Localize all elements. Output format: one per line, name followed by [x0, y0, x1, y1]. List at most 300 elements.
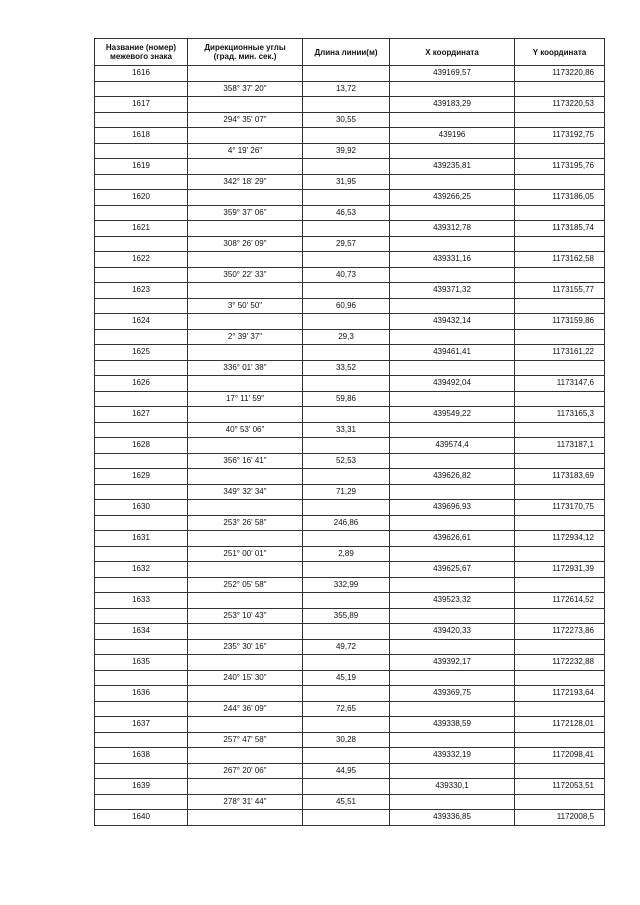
bearing-cell — [188, 283, 303, 299]
x-coordinate-cell — [390, 577, 515, 593]
y-coordinate-cell: 1173185,74 — [515, 221, 605, 237]
y-coordinate-cell: 1172232,88 — [515, 655, 605, 671]
bearing-cell: 349° 32' 34" — [188, 484, 303, 500]
line-length-cell — [303, 779, 390, 795]
marker-name-cell: 1629 — [95, 469, 188, 485]
table-row-segment — [95, 236, 605, 252]
y-coordinate-cell — [515, 112, 605, 128]
bearing-cell: 257° 47' 58" — [188, 732, 303, 748]
bearing-cell: 336° 01' 38" — [188, 360, 303, 376]
x-coordinate-cell: 439432,14 — [390, 314, 515, 330]
bearing-cell: 2° 39' 37" — [188, 329, 303, 345]
line-length-cell — [303, 655, 390, 671]
table-row-point — [95, 779, 605, 795]
marker-name-cell — [95, 484, 188, 500]
header-bearing-line1: Дирекционные углы — [204, 43, 286, 52]
y-coordinate-cell — [515, 236, 605, 252]
bearing-cell — [188, 748, 303, 764]
header-bearing-line2: (град. мин. сек.) — [213, 52, 277, 61]
table-row-segment — [95, 81, 605, 97]
marker-name-cell: 1633 — [95, 593, 188, 609]
table-row-point — [95, 748, 605, 764]
line-length-cell — [303, 252, 390, 268]
table-row-segment — [95, 515, 605, 531]
table-row-segment — [95, 701, 605, 717]
table-row-segment — [95, 267, 605, 283]
y-coordinate-cell — [515, 608, 605, 624]
table-row-point — [95, 717, 605, 733]
y-coordinate-cell — [515, 484, 605, 500]
bearing-cell: 294° 35' 07" — [188, 112, 303, 128]
x-coordinate-cell — [390, 763, 515, 779]
table-row-segment — [95, 639, 605, 655]
marker-name-cell: 1639 — [95, 779, 188, 795]
y-coordinate-cell: 1172934,12 — [515, 531, 605, 547]
x-coordinate-cell — [390, 112, 515, 128]
bearing-cell — [188, 686, 303, 702]
table-row-segment — [95, 608, 605, 624]
bearing-cell: 235° 30' 16" — [188, 639, 303, 655]
x-coordinate-cell — [390, 701, 515, 717]
x-coordinate-cell: 439492,04 — [390, 376, 515, 392]
marker-name-cell — [95, 732, 188, 748]
table-row-point — [95, 593, 605, 609]
bearing-cell: 244° 36' 09" — [188, 701, 303, 717]
x-coordinate-cell — [390, 670, 515, 686]
line-length-cell: 72,65 — [303, 701, 390, 717]
y-coordinate-cell — [515, 422, 605, 438]
marker-name-cell: 1618 — [95, 128, 188, 144]
line-length-cell: 60,96 — [303, 298, 390, 314]
x-coordinate-cell: 439331,16 — [390, 252, 515, 268]
line-length-cell: 33,31 — [303, 422, 390, 438]
marker-name-cell: 1631 — [95, 531, 188, 547]
marker-name-cell — [95, 391, 188, 407]
bearing-cell: 240° 15' 30" — [188, 670, 303, 686]
line-length-cell — [303, 500, 390, 516]
bearing-cell — [188, 438, 303, 454]
boundary-coordinates-table — [94, 38, 605, 826]
line-length-cell — [303, 407, 390, 423]
y-coordinate-cell: 1172273,86 — [515, 624, 605, 640]
x-coordinate-cell — [390, 546, 515, 562]
line-length-cell — [303, 686, 390, 702]
y-coordinate-cell — [515, 577, 605, 593]
bearing-cell — [188, 531, 303, 547]
y-coordinate-cell: 1173161,22 — [515, 345, 605, 361]
table-row-segment — [95, 112, 605, 128]
line-length-cell: 30,55 — [303, 112, 390, 128]
marker-name-cell — [95, 143, 188, 159]
table-row-point — [95, 66, 605, 82]
marker-name-cell: 1637 — [95, 717, 188, 733]
line-length-cell: 13,72 — [303, 81, 390, 97]
bearing-cell: 278° 31' 44" — [188, 794, 303, 810]
x-coordinate-cell — [390, 608, 515, 624]
x-coordinate-cell — [390, 794, 515, 810]
bearing-cell — [188, 407, 303, 423]
table-row-point — [95, 655, 605, 671]
y-coordinate-cell: 1173192,75 — [515, 128, 605, 144]
y-coordinate-cell — [515, 205, 605, 221]
marker-name-cell: 1624 — [95, 314, 188, 330]
y-coordinate-cell — [515, 794, 605, 810]
table-row-segment — [95, 484, 605, 500]
bearing-cell — [188, 221, 303, 237]
marker-name-cell — [95, 112, 188, 128]
table-row-point — [95, 221, 605, 237]
bearing-cell — [188, 810, 303, 826]
x-coordinate-cell: 439266,25 — [390, 190, 515, 206]
marker-name-cell: 1632 — [95, 562, 188, 578]
table-row-point — [95, 345, 605, 361]
x-coordinate-cell: 439336,85 — [390, 810, 515, 826]
line-length-cell — [303, 159, 390, 175]
line-length-cell — [303, 376, 390, 392]
bearing-cell — [188, 190, 303, 206]
marker-name-cell: 1634 — [95, 624, 188, 640]
marker-name-cell: 1616 — [95, 66, 188, 82]
y-coordinate-cell: 1172931,39 — [515, 562, 605, 578]
bearing-cell — [188, 717, 303, 733]
table-row-point — [95, 469, 605, 485]
marker-name-cell: 1627 — [95, 407, 188, 423]
x-coordinate-cell: 439330,1 — [390, 779, 515, 795]
table-row-point — [95, 562, 605, 578]
y-coordinate-cell: 1173155,77 — [515, 283, 605, 299]
line-length-cell — [303, 314, 390, 330]
y-coordinate-cell — [515, 515, 605, 531]
marker-name-cell — [95, 267, 188, 283]
bearing-cell: 356° 16' 41" — [188, 453, 303, 469]
line-length-cell — [303, 345, 390, 361]
y-coordinate-cell: 1173187,1 — [515, 438, 605, 454]
line-length-cell: 246,86 — [303, 515, 390, 531]
x-coordinate-cell: 439338,59 — [390, 717, 515, 733]
y-coordinate-cell — [515, 81, 605, 97]
line-length-cell: 29,57 — [303, 236, 390, 252]
line-length-cell: 30,28 — [303, 732, 390, 748]
marker-name-cell: 1628 — [95, 438, 188, 454]
header-x-coordinate: X координата — [390, 39, 515, 66]
marker-name-cell: 1640 — [95, 810, 188, 826]
x-coordinate-cell — [390, 298, 515, 314]
table-row-point — [95, 159, 605, 175]
table-header-row — [95, 39, 605, 66]
line-length-cell — [303, 438, 390, 454]
bearing-cell: 253° 26' 58" — [188, 515, 303, 531]
marker-name-cell: 1630 — [95, 500, 188, 516]
x-coordinate-cell: 439461,41 — [390, 345, 515, 361]
header-line-length: Длина линии(м) — [303, 39, 390, 66]
table-row-point — [95, 531, 605, 547]
x-coordinate-cell — [390, 360, 515, 376]
bearing-cell — [188, 779, 303, 795]
y-coordinate-cell: 1172098,41 — [515, 748, 605, 764]
bearing-cell — [188, 159, 303, 175]
bearing-cell: 359° 37' 06" — [188, 205, 303, 221]
line-length-cell: 71,29 — [303, 484, 390, 500]
y-coordinate-cell: 1173165,3 — [515, 407, 605, 423]
table-row-point — [95, 624, 605, 640]
marker-name-cell: 1638 — [95, 748, 188, 764]
marker-name-cell — [95, 639, 188, 655]
y-coordinate-cell — [515, 546, 605, 562]
x-coordinate-cell — [390, 391, 515, 407]
marker-name-cell — [95, 763, 188, 779]
x-coordinate-cell — [390, 174, 515, 190]
table-row-point — [95, 438, 605, 454]
line-length-cell: 355,89 — [303, 608, 390, 624]
bearing-cell: 3° 50' 50" — [188, 298, 303, 314]
x-coordinate-cell: 439392,17 — [390, 655, 515, 671]
bearing-cell: 358° 37' 20" — [188, 81, 303, 97]
marker-name-cell: 1620 — [95, 190, 188, 206]
table-row-point — [95, 810, 605, 826]
marker-name-cell — [95, 515, 188, 531]
line-length-cell — [303, 221, 390, 237]
x-coordinate-cell: 439574,4 — [390, 438, 515, 454]
y-coordinate-cell — [515, 701, 605, 717]
y-coordinate-cell: 1173159,86 — [515, 314, 605, 330]
line-length-cell: 44,95 — [303, 763, 390, 779]
bearing-cell — [188, 345, 303, 361]
y-coordinate-cell — [515, 391, 605, 407]
x-coordinate-cell — [390, 329, 515, 345]
table-row-point — [95, 252, 605, 268]
x-coordinate-cell — [390, 205, 515, 221]
bearing-cell — [188, 252, 303, 268]
line-length-cell — [303, 593, 390, 609]
x-coordinate-cell: 439420,33 — [390, 624, 515, 640]
line-length-cell: 40,73 — [303, 267, 390, 283]
x-coordinate-cell — [390, 422, 515, 438]
line-length-cell — [303, 190, 390, 206]
line-length-cell: 52,53 — [303, 453, 390, 469]
marker-name-cell — [95, 701, 188, 717]
table-row-segment — [95, 546, 605, 562]
marker-name-cell — [95, 608, 188, 624]
y-coordinate-cell — [515, 298, 605, 314]
line-length-cell: 31,95 — [303, 174, 390, 190]
bearing-cell — [188, 97, 303, 113]
table-row-segment — [95, 453, 605, 469]
marker-name-cell: 1622 — [95, 252, 188, 268]
y-coordinate-cell: 1173162,58 — [515, 252, 605, 268]
x-coordinate-cell: 439626,82 — [390, 469, 515, 485]
header-marker-name-line2: межевого знака — [109, 52, 173, 61]
marker-name-cell: 1617 — [95, 97, 188, 113]
marker-name-cell — [95, 670, 188, 686]
y-coordinate-cell — [515, 639, 605, 655]
x-coordinate-cell — [390, 484, 515, 500]
x-coordinate-cell: 439626,61 — [390, 531, 515, 547]
y-coordinate-cell: 1173220,86 — [515, 66, 605, 82]
bearing-cell — [188, 314, 303, 330]
table-row-point — [95, 376, 605, 392]
line-length-cell: 45,19 — [303, 670, 390, 686]
y-coordinate-cell: 1172128,01 — [515, 717, 605, 733]
x-coordinate-cell: 439549,22 — [390, 407, 515, 423]
y-coordinate-cell — [515, 143, 605, 159]
x-coordinate-cell — [390, 81, 515, 97]
bearing-cell — [188, 624, 303, 640]
header-y-coordinate: Y координата — [515, 39, 605, 66]
marker-name-cell — [95, 174, 188, 190]
table-row-segment — [95, 422, 605, 438]
line-length-cell — [303, 562, 390, 578]
line-length-cell — [303, 469, 390, 485]
marker-name-cell — [95, 205, 188, 221]
y-coordinate-cell: 1172008,5 — [515, 810, 605, 826]
marker-name-cell — [95, 546, 188, 562]
marker-name-cell: 1621 — [95, 221, 188, 237]
line-length-cell: 29,3 — [303, 329, 390, 345]
x-coordinate-cell: 439523,32 — [390, 593, 515, 609]
table-row-segment — [95, 329, 605, 345]
marker-name-cell: 1635 — [95, 655, 188, 671]
bearing-cell: 350° 22' 33" — [188, 267, 303, 283]
bearing-cell — [188, 562, 303, 578]
y-coordinate-cell: 1172614,52 — [515, 593, 605, 609]
line-length-cell: 332,99 — [303, 577, 390, 593]
line-length-cell: 59,86 — [303, 391, 390, 407]
y-coordinate-cell — [515, 732, 605, 748]
line-length-cell — [303, 717, 390, 733]
y-coordinate-cell: 1173170,75 — [515, 500, 605, 516]
table-row-segment — [95, 205, 605, 221]
header-bearing — [188, 39, 303, 66]
y-coordinate-cell — [515, 174, 605, 190]
y-coordinate-cell: 1173147,6 — [515, 376, 605, 392]
line-length-cell: 39,92 — [303, 143, 390, 159]
bearing-cell — [188, 376, 303, 392]
table-row-segment — [95, 143, 605, 159]
line-length-cell: 2,89 — [303, 546, 390, 562]
x-coordinate-cell: 439696,93 — [390, 500, 515, 516]
x-coordinate-cell — [390, 236, 515, 252]
line-length-cell — [303, 748, 390, 764]
table-row-point — [95, 97, 605, 113]
line-length-cell — [303, 97, 390, 113]
marker-name-cell — [95, 577, 188, 593]
marker-name-cell — [95, 360, 188, 376]
marker-name-cell — [95, 794, 188, 810]
table-row-point — [95, 407, 605, 423]
y-coordinate-cell: 1173195,76 — [515, 159, 605, 175]
y-coordinate-cell: 1172053,51 — [515, 779, 605, 795]
x-coordinate-cell: 439625,67 — [390, 562, 515, 578]
header-marker-name-line1: Название (номер) — [105, 43, 177, 52]
y-coordinate-cell — [515, 267, 605, 283]
marker-name-cell — [95, 81, 188, 97]
bearing-cell: 342° 18' 29" — [188, 174, 303, 190]
table-row-segment — [95, 174, 605, 190]
table-row-point — [95, 314, 605, 330]
x-coordinate-cell: 439196 — [390, 128, 515, 144]
bearing-cell — [188, 469, 303, 485]
bearing-cell: 17° 11' 59" — [188, 391, 303, 407]
y-coordinate-cell: 1173220,53 — [515, 97, 605, 113]
line-length-cell — [303, 66, 390, 82]
marker-name-cell: 1619 — [95, 159, 188, 175]
x-coordinate-cell: 439235,81 — [390, 159, 515, 175]
line-length-cell: 49,72 — [303, 639, 390, 655]
line-length-cell: 45,51 — [303, 794, 390, 810]
marker-name-cell — [95, 298, 188, 314]
table-row-segment — [95, 794, 605, 810]
x-coordinate-cell — [390, 639, 515, 655]
x-coordinate-cell — [390, 453, 515, 469]
marker-name-cell: 1626 — [95, 376, 188, 392]
table-row-segment — [95, 670, 605, 686]
x-coordinate-cell — [390, 267, 515, 283]
marker-name-cell — [95, 329, 188, 345]
bearing-cell: 252° 05' 58" — [188, 577, 303, 593]
table-row-segment — [95, 763, 605, 779]
table-row-point — [95, 190, 605, 206]
y-coordinate-cell — [515, 360, 605, 376]
line-length-cell: 46,53 — [303, 205, 390, 221]
line-length-cell — [303, 128, 390, 144]
line-length-cell: 33,52 — [303, 360, 390, 376]
marker-name-cell: 1636 — [95, 686, 188, 702]
y-coordinate-cell — [515, 453, 605, 469]
table-row-point — [95, 128, 605, 144]
x-coordinate-cell: 439183,29 — [390, 97, 515, 113]
bearing-cell — [188, 128, 303, 144]
x-coordinate-cell: 439312,78 — [390, 221, 515, 237]
bearing-cell: 267° 20' 06" — [188, 763, 303, 779]
y-coordinate-cell — [515, 329, 605, 345]
x-coordinate-cell: 439371,32 — [390, 283, 515, 299]
y-coordinate-cell — [515, 670, 605, 686]
marker-name-cell: 1623 — [95, 283, 188, 299]
bearing-cell: 253° 10' 43" — [188, 608, 303, 624]
marker-name-cell — [95, 453, 188, 469]
table-row-segment — [95, 360, 605, 376]
table-row-segment — [95, 577, 605, 593]
x-coordinate-cell: 439369,75 — [390, 686, 515, 702]
bearing-cell — [188, 655, 303, 671]
table-row-segment — [95, 298, 605, 314]
header-marker-name — [95, 39, 188, 66]
bearing-cell: 251° 00' 01" — [188, 546, 303, 562]
marker-name-cell — [95, 236, 188, 252]
y-coordinate-cell: 1172193,64 — [515, 686, 605, 702]
bearing-cell — [188, 66, 303, 82]
line-length-cell — [303, 283, 390, 299]
bearing-cell: 40° 53' 06" — [188, 422, 303, 438]
table-body — [95, 66, 605, 826]
x-coordinate-cell — [390, 732, 515, 748]
x-coordinate-cell — [390, 515, 515, 531]
bearing-cell: 308° 26' 09" — [188, 236, 303, 252]
line-length-cell — [303, 810, 390, 826]
y-coordinate-cell: 1173183,69 — [515, 469, 605, 485]
bearing-cell — [188, 593, 303, 609]
table-row-point — [95, 283, 605, 299]
table-row-point — [95, 500, 605, 516]
y-coordinate-cell: 1173186,05 — [515, 190, 605, 206]
x-coordinate-cell: 439169,57 — [390, 66, 515, 82]
bearing-cell: 4° 19' 26" — [188, 143, 303, 159]
line-length-cell — [303, 624, 390, 640]
table-row-point — [95, 686, 605, 702]
table-row-segment — [95, 732, 605, 748]
x-coordinate-cell — [390, 143, 515, 159]
marker-name-cell: 1625 — [95, 345, 188, 361]
